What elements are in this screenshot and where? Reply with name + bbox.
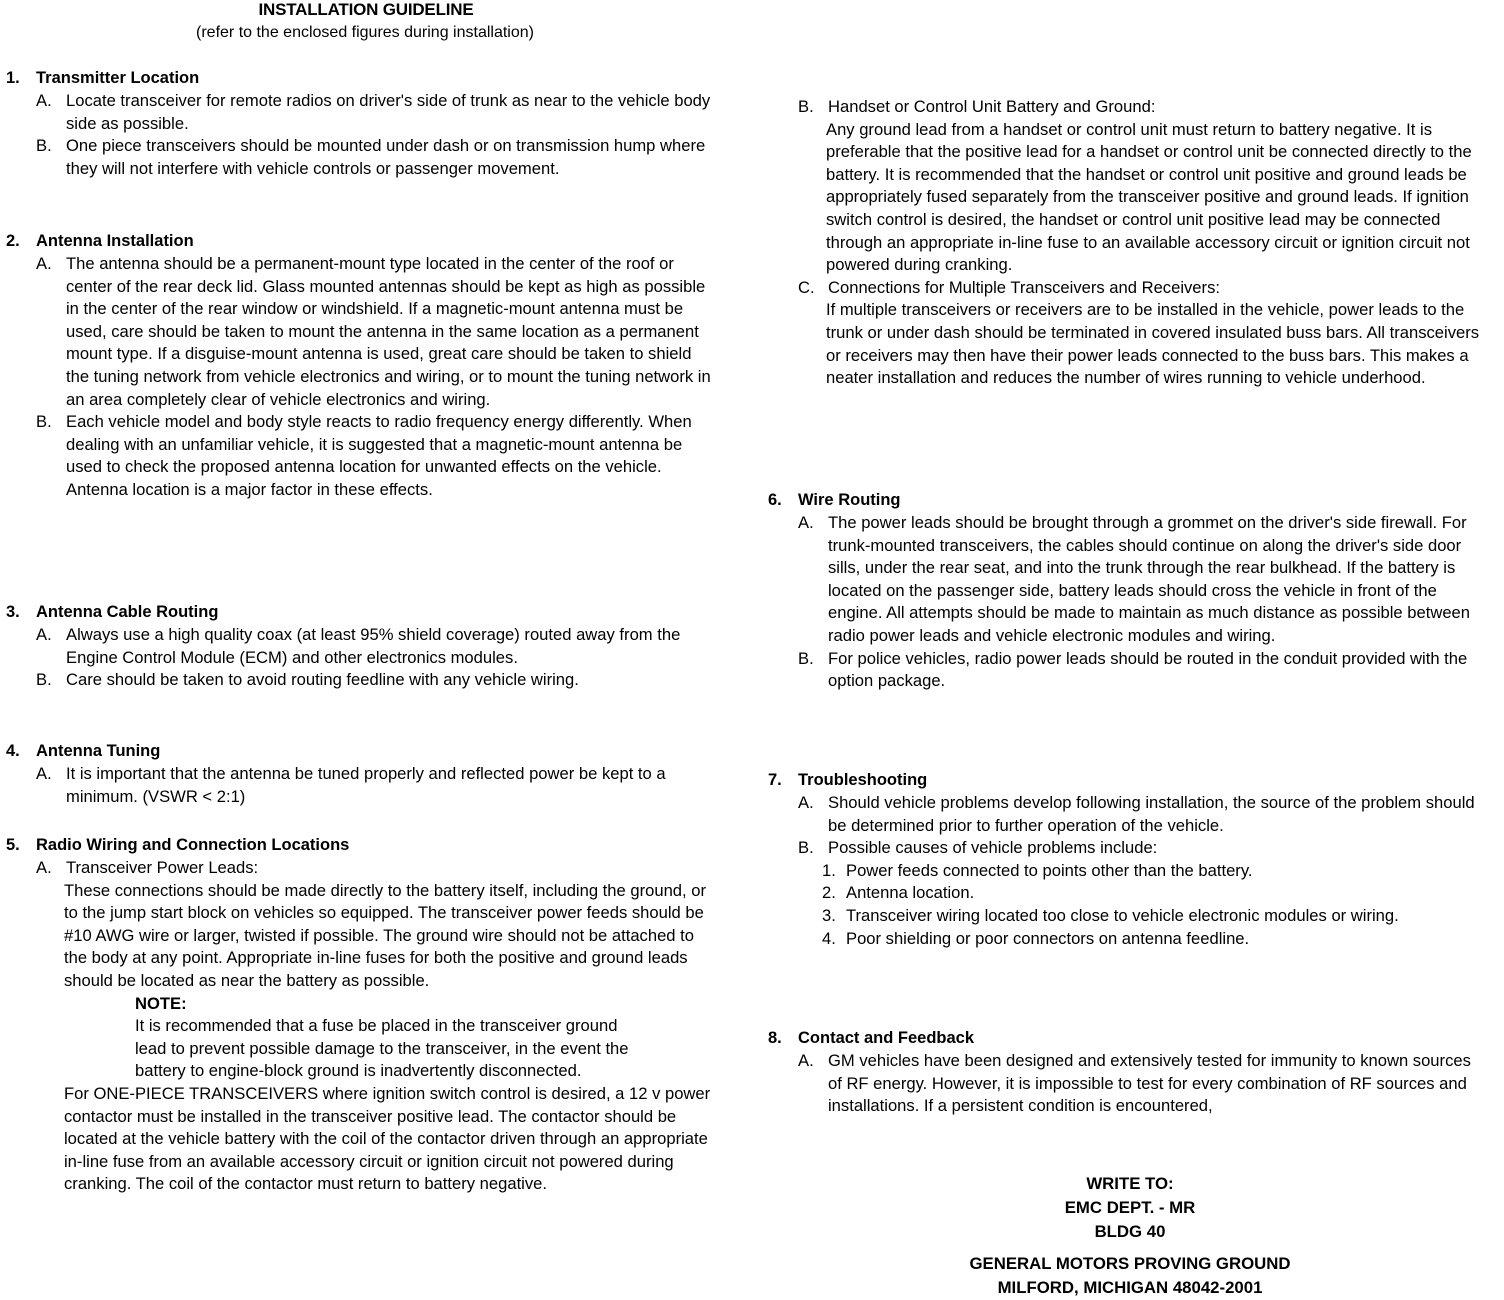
section-radio-wiring-continued xyxy=(768,96,1480,390)
item-a xyxy=(6,763,718,808)
item-a xyxy=(768,512,1480,648)
item-letter: B. xyxy=(36,412,52,432)
note-text: It is recommended that a fuse be placed in the transceiver ground lead to prevent possible damage to the transceiver, in the event the battery to engine-block ground is inadvertently disconnected. xyxy=(135,1016,629,1081)
item-text: The power leads should be brought through a grommet on the driver's side firewall. For trunk-mounted transceivers, the cables should continue on along the driver's side door sills, under the rear seat, and into the trunk through the rear bulkhead. If the battery is located on the passenger side, battery leads should cross the vehicle in front of the engine. All attempts should be made to maintain as much distance as possible between radio power leads and vehicle electronic modules and wiring. xyxy=(828,513,1471,645)
section-title: Transmitter Location xyxy=(36,69,200,87)
list-text: Power feeds connected to points other than the battery. xyxy=(846,860,1253,880)
list-number: 4. xyxy=(822,928,836,948)
section-number: 3. xyxy=(6,603,20,621)
item-c xyxy=(768,277,1480,300)
section-title: Radio Wiring and Connection Locations xyxy=(36,836,350,854)
item-letter: B. xyxy=(36,670,52,690)
section-troubleshooting xyxy=(768,768,1480,950)
section-heading xyxy=(6,66,718,90)
item-text: Care should be taken to avoid routing feedline with any vehicle wiring. xyxy=(66,670,579,690)
list-item xyxy=(768,882,1480,905)
section-number: 4. xyxy=(6,742,20,760)
section-number: 5. xyxy=(6,836,20,854)
section-antenna-tuning xyxy=(6,739,718,808)
section-title: Wire Routing xyxy=(798,491,901,509)
section-heading xyxy=(6,739,718,763)
section-number: 7. xyxy=(768,771,782,789)
note-title: NOTE: xyxy=(135,993,187,1013)
item-letter: A. xyxy=(798,1051,814,1070)
item-text: If multiple transceivers or receivers are to be installed in the vehicle, power leads to the trunk or under dash should be terminated in covered insulated buss bars. All transceivers or receivers may then have their power leads connected to the buss bars. This makes a neater installation and reduces the number of wires running to vehicle underhood. xyxy=(826,300,1480,388)
item-letter: A. xyxy=(36,858,52,877)
list-item xyxy=(768,860,1480,883)
document-title: INSTALLATION GUIDELINE xyxy=(258,0,474,19)
item-letter: A. xyxy=(36,91,52,110)
section-title: Antenna Cable Routing xyxy=(36,603,219,621)
section-antenna-cable-routing xyxy=(6,600,718,692)
building-line: BLDG 40 xyxy=(1094,1222,1166,1241)
section-heading xyxy=(6,600,718,624)
organization-line: GENERAL MOTORS PROVING GROUND xyxy=(969,1254,1291,1273)
item-letter: A. xyxy=(36,625,52,644)
section-title: Contact and Feedback xyxy=(798,1029,975,1047)
list-number: 2. xyxy=(822,883,836,903)
city-line: MILFORD, MICHIGAN 48042-2001 xyxy=(997,1278,1263,1297)
item-a xyxy=(6,253,718,411)
contact-address-block xyxy=(930,1172,1330,1300)
item-a xyxy=(6,857,718,880)
item-letter: B. xyxy=(36,136,52,156)
item-a xyxy=(768,792,1480,837)
item-text: For police vehicles, radio power leads should be routed in the conduit provided with the option package. xyxy=(828,648,1468,691)
section-heading xyxy=(768,768,1480,792)
section-number: 6. xyxy=(768,491,782,509)
department-line: EMC DEPT. - MR xyxy=(1064,1198,1196,1217)
section-title: Troubleshooting xyxy=(798,771,928,789)
item-text: Should vehicle problems develop following installation, the source of the problem should be determined prior to further operation of the vehicle. xyxy=(828,793,1475,835)
list-text: Transceiver wiring located too close to vehicle electronic modules or wiring. xyxy=(846,905,1399,925)
list-number: 1. xyxy=(822,860,836,880)
section-heading xyxy=(6,229,718,253)
item-letter: B. xyxy=(798,648,814,668)
item-letter: A. xyxy=(798,793,814,812)
item-a xyxy=(6,624,718,669)
item-text: One piece transceivers should be mounted under dash or on transmission hump where they will not interfere with vehicle controls or passenger movement. xyxy=(66,136,706,178)
item-text: It is important that the antenna be tuned properly and reflected power be kept to a minimum. (VSWR < 2:1) xyxy=(66,764,666,806)
section-heading xyxy=(6,833,718,857)
list-text: Poor shielding or poor connectors on antenna feedline. xyxy=(846,928,1250,948)
one-piece-transceiver-text: For ONE-PIECE TRANSCEIVERS where ignition switch control is desired, a 12 v power contactor must be installed in the transceiver positive lead. The contactor should be located at the vehicle battery with the coil of the contactor driven through an appropriate in-line fuse from an available accessory circuit or ignition circuit not powered during cranking. The coil of the contactor must return to battery negative. xyxy=(64,1083,711,1194)
item-a xyxy=(768,1050,1480,1118)
item-label: Transceiver Power Leads: xyxy=(66,858,259,877)
item-text: Locate transceiver for remote radios on driver's side of trunk as near to the vehicle body side as possible. xyxy=(66,91,711,133)
item-b xyxy=(768,648,1480,693)
item-letter: B. xyxy=(798,97,814,116)
section-title: Antenna Tuning xyxy=(36,742,161,760)
section-number: 2. xyxy=(6,232,20,250)
item-text: Each vehicle model and body style reacts to radio frequency energy differently. When dealing with an unfamiliar vehicle, it is suggested that a magnetic-mount antenna be used to check the proposed antenna location for unwanted effects on the vehicle. Antenna location is a major factor in these effects. xyxy=(66,412,692,499)
item-b xyxy=(768,96,1480,119)
item-text: Possible causes of vehicle problems include: xyxy=(828,838,1158,858)
item-text: Always use a high quality coax (at least 95% shield coverage) routed away from the Engine Control Module (ECM) and other electronics modules. xyxy=(66,625,681,667)
item-letter: A. xyxy=(36,764,52,783)
item-text: The antenna should be a permanent-mount type located in the center of the roof or center of the rear deck lid. Glass mounted antennas should be kept as high as possible in the center of the rear window or windshield. If a magnetic-mount antenna must be used, care should be taken to mount the antenna in the same location as a permanent mount type. If a disguise-mount antenna is used, great care should be taken to shield the tuning network from vehicle electronics and wiring, or to mount the tuning network in an area completely clear of vehicle electronics and wiring. xyxy=(66,254,711,409)
item-b xyxy=(6,135,718,180)
note-block xyxy=(6,993,645,1083)
item-b xyxy=(6,411,718,501)
section-antenna-installation xyxy=(6,229,718,502)
section-contact-feedback xyxy=(768,1026,1480,1118)
document-subtitle: (refer to the enclosed figures during installation) xyxy=(196,24,534,41)
list-number: 3. xyxy=(822,905,836,925)
section-number: 1. xyxy=(6,69,20,87)
section-number: 8. xyxy=(768,1029,782,1047)
section-transmitter-location xyxy=(6,66,718,180)
list-text: Antenna location. xyxy=(846,883,975,903)
item-letter: A. xyxy=(36,254,52,273)
item-letter: C. xyxy=(798,277,815,297)
item-text: Any ground lead from a handset or control unit must return to battery negative. It is preferable that the positive lead for a handset or control unit be connected directly to the battery. It is recommended that the handset or control unit positive and ground leads be appropriately fused separately from the transceiver positive and ground leads. If ignition switch control is desired, the handset or control unit positive lead may be connected through an appropriate in-line fuse to an available accessory circuit or ignition circuit not powered during cranking. xyxy=(826,119,1472,275)
item-a xyxy=(6,90,718,135)
section-heading xyxy=(768,1026,1480,1050)
section-radio-wiring xyxy=(6,833,718,1196)
section-wire-routing xyxy=(768,488,1480,693)
item-label: Connections for Multiple Transceivers and Receivers: xyxy=(828,277,1220,297)
item-b xyxy=(768,837,1480,860)
item-letter: B. xyxy=(798,838,814,858)
write-to-label: WRITE TO: xyxy=(1086,1174,1174,1193)
list-item xyxy=(768,905,1480,928)
item-text: These connections should be made directly to the battery itself, including the ground, or to the jump start block on vehicles so equipped. The transceiver power feeds should be #10 AWG wire or larger, twisted if possible. The ground wire should not be attached to the body at any point. Appropriate in-line fuses for both the positive and ground leads should be located as near the battery as possible. xyxy=(64,880,707,990)
section-heading xyxy=(768,488,1480,512)
item-text: GM vehicles have been designed and extensively tested for immunity to known sources of RF energy. However, it is impossible to test for every combination of RF sources and installations. If a persistent condition is encountered, xyxy=(828,1051,1471,1116)
section-title: Antenna Installation xyxy=(36,232,194,250)
list-item xyxy=(768,928,1480,951)
item-b xyxy=(6,669,718,692)
item-letter: A. xyxy=(798,513,814,532)
item-label: Handset or Control Unit Battery and Ground: xyxy=(828,97,1156,116)
